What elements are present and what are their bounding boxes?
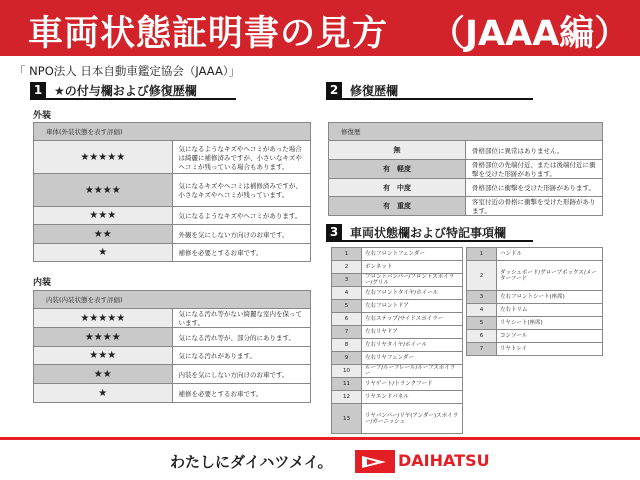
part-name: 左右フロントドア bbox=[362, 300, 463, 313]
section-number: 1 bbox=[30, 82, 46, 98]
table-row bbox=[329, 179, 603, 197]
parts-row bbox=[467, 248, 603, 261]
repair-history-table bbox=[328, 122, 603, 216]
part-name: 左右リヤドア bbox=[362, 326, 463, 339]
table-row bbox=[34, 328, 311, 347]
description-cell: 骨格部位の先端付近、または後端付近に衝撃を受けた形跡があります。 bbox=[466, 160, 603, 179]
part-name: コンソール bbox=[497, 330, 603, 343]
exterior-parts-table bbox=[331, 247, 463, 434]
part-number: 5 bbox=[332, 300, 362, 313]
table-row bbox=[34, 244, 311, 262]
parts-row bbox=[332, 339, 463, 352]
part-number: 9 bbox=[332, 352, 362, 365]
brand-logo: DAIHATSU bbox=[398, 451, 490, 470]
section-number: 2 bbox=[326, 82, 342, 98]
parts-row bbox=[332, 391, 463, 404]
table-header bbox=[34, 291, 311, 309]
interior-rating-table bbox=[33, 290, 311, 403]
parts-row bbox=[332, 313, 463, 326]
section-title: 車両状態欄および特記事項欄 bbox=[350, 225, 507, 240]
table-row bbox=[34, 174, 311, 207]
part-number: 4 bbox=[332, 287, 362, 300]
description-cell: 気になるようなキズやヘコミがあります。 bbox=[172, 207, 311, 225]
parts-row bbox=[467, 261, 603, 291]
subtitle: 「 NPO法人 日本自動車鑑定協会（JAAA）」 bbox=[14, 64, 241, 78]
parts-row bbox=[467, 330, 603, 343]
part-number: 13 bbox=[332, 404, 362, 434]
part-name: ハンドル bbox=[497, 248, 603, 261]
table-row bbox=[329, 141, 603, 160]
footer-divider bbox=[0, 437, 640, 440]
description-cell: 気になるようなキズやヘコミがあった場合は綺麗に補修済みですが、小さいなキズやヘコミが残っている場合もあります。 bbox=[172, 141, 311, 174]
part-number: 3 bbox=[332, 274, 362, 287]
description-cell: 補修を必要とするお車です。 bbox=[172, 384, 311, 403]
description-cell: 客室付近の骨格に衝撃を受けた形跡があります。 bbox=[466, 197, 603, 216]
section3-heading bbox=[326, 224, 533, 242]
header-cell: 車体(外装状態を表す評価) bbox=[34, 123, 311, 141]
rating-cell: 有 中度 bbox=[329, 179, 466, 197]
rating-cell: ★★★ bbox=[34, 347, 173, 365]
description-cell: 骨格部位に衝撃を受けた形跡があります。 bbox=[466, 179, 603, 197]
parts-row bbox=[332, 261, 463, 274]
part-number: 11 bbox=[332, 378, 362, 391]
header-cell: 内装(内装状態を表す評価) bbox=[34, 291, 311, 309]
parts-row bbox=[332, 300, 463, 313]
part-name: フロントバンパー/フロントスポイラー/グリル bbox=[362, 274, 463, 287]
table-row bbox=[34, 225, 311, 244]
section-title: ★の付与欄および修復歴欄 bbox=[54, 83, 197, 98]
exterior-label: 外装 bbox=[33, 111, 52, 121]
slogan-logo: わたしにダイハツメイ。 bbox=[170, 453, 333, 471]
table-row bbox=[329, 197, 603, 216]
rating-cell: ★★★★★ bbox=[34, 141, 173, 174]
parts-row bbox=[332, 248, 463, 261]
part-number: 7 bbox=[332, 326, 362, 339]
part-number: 6 bbox=[332, 313, 362, 326]
description-cell: 補修を必要とするお車です。 bbox=[172, 244, 311, 262]
page-edition: （JAAA編） bbox=[430, 14, 630, 54]
rating-cell: ★★★ bbox=[34, 207, 173, 225]
part-name: リヤエンドパネル bbox=[362, 391, 463, 404]
description-cell: 気になる汚れ等が、部分的にあります。 bbox=[172, 328, 311, 347]
table-row bbox=[34, 309, 311, 328]
rating-cell: 有 重度 bbox=[329, 197, 466, 216]
part-number: 8 bbox=[332, 339, 362, 352]
header-banner bbox=[0, 0, 640, 56]
table-row bbox=[34, 384, 311, 403]
rating-cell: ★★★★★ bbox=[34, 309, 173, 328]
part-name: 左右フロントタイヤ/ホイール bbox=[362, 287, 463, 300]
table-header bbox=[329, 123, 603, 141]
table-row bbox=[34, 141, 311, 174]
table-row bbox=[34, 347, 311, 365]
part-name: 左右リヤタイヤ/ホイール bbox=[362, 339, 463, 352]
part-number: 6 bbox=[467, 330, 497, 343]
part-name: 左右フロントフェンダー bbox=[362, 248, 463, 261]
part-number: 2 bbox=[332, 261, 362, 274]
part-name: 左右トリム bbox=[497, 304, 603, 317]
part-name: 左右ステップ/サイドスポイラー bbox=[362, 313, 463, 326]
part-number: 4 bbox=[467, 304, 497, 317]
parts-row bbox=[332, 404, 463, 434]
parts-row bbox=[467, 317, 603, 330]
table-row bbox=[34, 207, 311, 225]
description-cell: 外観を気にしない方向けのお車です。 bbox=[172, 225, 311, 244]
table-row bbox=[329, 160, 603, 179]
section-title: 修復歴欄 bbox=[350, 83, 399, 98]
parts-row bbox=[332, 287, 463, 300]
interior-parts-table bbox=[466, 247, 603, 356]
part-name: 左右リヤフェンダー bbox=[362, 352, 463, 365]
section1-heading bbox=[30, 82, 236, 100]
part-name: ルーフ/ルーフレール/ルーフスポイラー bbox=[362, 365, 463, 378]
description-cell: 骨格部位に異常はありません。 bbox=[466, 141, 603, 160]
part-number: 1 bbox=[332, 248, 362, 261]
description-cell: 気になる汚れ等がない綺麗な室内を保っています。 bbox=[172, 309, 311, 328]
section-number: 3 bbox=[326, 224, 342, 240]
parts-row bbox=[467, 343, 603, 356]
part-name: リヤシート(座席) bbox=[497, 317, 603, 330]
rating-cell: ★★★★ bbox=[34, 328, 173, 347]
part-name: 左右フロントシート(座席) bbox=[497, 291, 603, 304]
exterior-rating-table bbox=[33, 122, 311, 262]
description-cell: 気になる汚れがあります。 bbox=[172, 347, 311, 365]
part-number: 10 bbox=[332, 365, 362, 378]
part-number: 3 bbox=[467, 291, 497, 304]
interior-label: 内装 bbox=[33, 278, 52, 288]
rating-cell: 無 bbox=[329, 141, 466, 160]
page-title: 車両状態証明書の見方 bbox=[28, 14, 389, 54]
section2-heading bbox=[326, 82, 533, 100]
part-number: 12 bbox=[332, 391, 362, 404]
parts-row bbox=[467, 291, 603, 304]
parts-row bbox=[332, 365, 463, 378]
rating-cell: ★★ bbox=[34, 225, 173, 244]
table-header bbox=[34, 123, 311, 141]
description-cell: 内装を気にしない方向けのお車です。 bbox=[172, 365, 311, 384]
parts-row bbox=[332, 274, 463, 287]
description-cell: 気になるキズやヘコミは補修済みですが、小さなキズやヘコミが残っています。 bbox=[172, 174, 311, 207]
part-name: ボンネット bbox=[362, 261, 463, 274]
table-row bbox=[34, 365, 311, 384]
parts-row bbox=[332, 326, 463, 339]
part-number: 5 bbox=[467, 317, 497, 330]
part-number: 1 bbox=[467, 248, 497, 261]
parts-row bbox=[467, 304, 603, 317]
header-cell: 修復歴 bbox=[329, 123, 603, 141]
part-number: 7 bbox=[467, 343, 497, 356]
part-number: 2 bbox=[467, 261, 497, 291]
part-name: ダッシュボード/グローブボックス/メーターフード bbox=[497, 261, 603, 291]
rating-cell: ★ bbox=[34, 244, 173, 262]
rating-cell: ★ bbox=[34, 384, 173, 403]
rating-cell: 有 軽度 bbox=[329, 160, 466, 179]
parts-row bbox=[332, 352, 463, 365]
daihatsu-emblem-icon bbox=[355, 450, 395, 473]
parts-row bbox=[332, 378, 463, 391]
rating-cell: ★★ bbox=[34, 365, 173, 384]
part-name: リヤゲート/トランクフード bbox=[362, 378, 463, 391]
part-name: リヤトレイ bbox=[497, 343, 603, 356]
rating-cell: ★★★★ bbox=[34, 174, 173, 207]
part-name: リヤバンパー/リヤ(アンダー)スポイラー/ガーニッシュ bbox=[362, 404, 463, 434]
